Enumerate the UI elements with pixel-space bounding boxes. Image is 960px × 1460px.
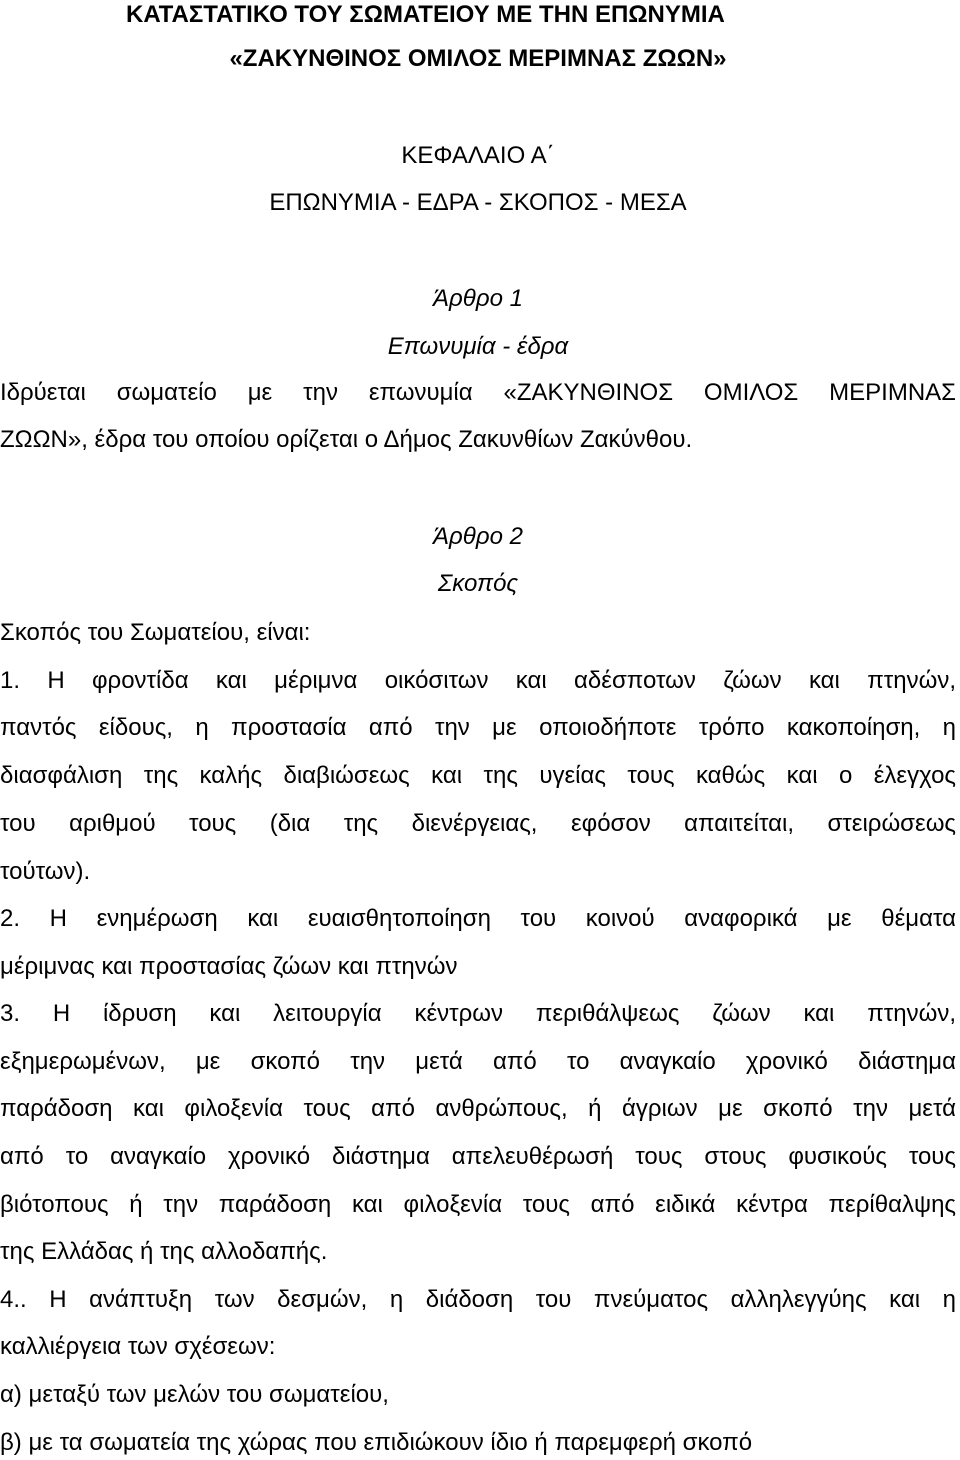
article-2-heading: Άρθρο 2 (433, 523, 523, 550)
article-2-item-3-line: εξημερωμένων, με σκοπό την μετά από το αναγκαίο χρονικό διάστημα (0, 1048, 956, 1075)
article-2-item-4-line: καλλιέργεια των σχέσεων: (0, 1333, 276, 1360)
article-2-item-1-line: τούτων). (0, 858, 91, 885)
article-1-text-line: ΖΩΩΝ», έδρα του οποίου ορίζεται ο Δήμος Ζακυνθίων Ζακύνθου. (0, 426, 693, 453)
article-2-item-4-line: 4.. Η ανάπτυξη των δεσμών, η διάδοση του πνεύματος αλληλεγγύης και η (0, 1286, 956, 1313)
article-1-text-line: Ιδρύεται σωματείο με την επωνυμία «ΖΑΚΥΝΘΙΝΟΣ ΟΜΙΛΟΣ ΜΕΡΙΜΝΑΣ (0, 379, 956, 406)
chapter-subtitle: ΕΠΩΝΥΜΙΑ - ΕΔΡΑ - ΣΚΟΠΟΣ - ΜΕΣΑ (269, 189, 687, 216)
article-2-item-2-line: 2. Η ενημέρωση και ευαισθητοποίηση του κοινού αναφορικά με θέματα (0, 905, 956, 932)
article-2-item-3-line: παράδοση και φιλοξενία τους από ανθρώπους, ή άγριων με σκοπό την μετά (0, 1095, 956, 1122)
article-2-item-3-line: από το αναγκαίο χρονικό διάστημα απελευθέρωσή τους στους φυσικούς τους (0, 1143, 956, 1170)
article-2-item-4-subitem-b: β) με τα σωματεία της χώρας που επιδιώκουν ίδιο ή παρεμφερή σκοπό (0, 1429, 753, 1456)
article-2-item-1-line: διασφάλιση της καλής διαβιώσεως και της υγείας τους καθώς και ο έλεγχος (0, 762, 956, 789)
article-1-heading: Άρθρο 1 (433, 285, 523, 312)
chapter-heading: ΚΕΦΑΛΑΙΟ Α΄ (401, 142, 555, 169)
article-2-intro: Σκοπός του Σωματείου, είναι: (0, 619, 311, 646)
article-2-item-2-line: μέριμνας και προστασίας ζώων και πτηνών (0, 953, 458, 980)
article-2-item-3-line: της Ελλάδας ή της αλλοδαπής. (0, 1238, 328, 1265)
article-2-item-3-line: βιότοπους ή την παράδοση και φιλοξενία τους από ειδικά κέντρα περίθαλψης (0, 1191, 956, 1218)
article-2-item-1-line: του αριθμού τους (δια της διενέργειας, εφόσον απαιτείται, στειρώσεως (0, 810, 956, 837)
document-title-line-1: ΚΑΤΑΣΤΑΤΙΚΟ ΤΟΥ ΣΩΜΑΤΕΙΟΥ ΜΕ ΤΗΝ ΕΠΩΝΥΜΙΑ (126, 1, 725, 28)
article-2-item-4-subitem-a: α) μεταξύ των μελών του σωματείου, (0, 1381, 389, 1408)
article-2-subheading: Σκοπός (437, 570, 519, 597)
article-2-item-3-line: 3. Η ίδρυση και λειτουργία κέντρων περιθάλψεως ζώων και πτηνών, (0, 1000, 956, 1027)
document-title-line-2: «ΖΑΚΥΝΘΙΝΟΣ ΟΜΙΛΟΣ ΜΕΡΙΜΝΑΣ ΖΩΩΝ» (229, 45, 727, 72)
article-1-subheading: Επωνυμία - έδρα (387, 333, 569, 360)
article-2-item-1-line: παντός είδους, η προστασία από την με οποιοδήποτε τρόπο κακοποίηση, η (0, 714, 956, 741)
article-2-item-1-line: 1. Η φροντίδα και μέριμνα οικόσιτων και αδέσποτων ζώων και πτηνών, (0, 667, 956, 694)
